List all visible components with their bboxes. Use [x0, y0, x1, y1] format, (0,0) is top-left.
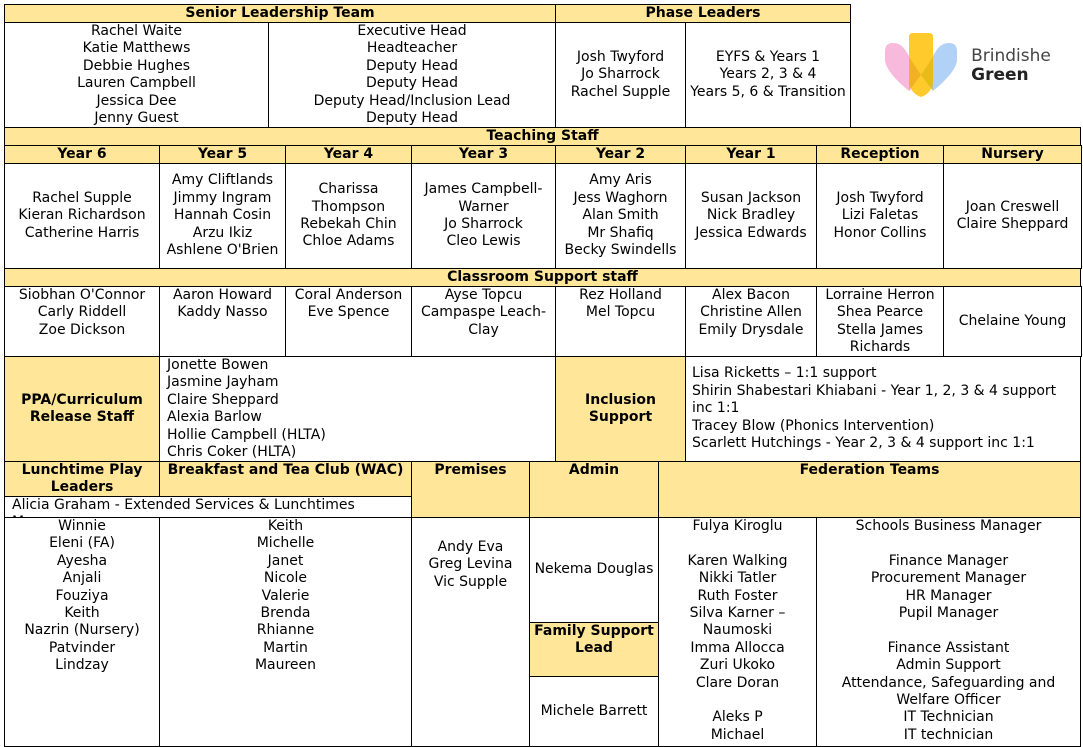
phase-roles-item: Years 5, 6 & Transition [690, 83, 846, 100]
teaching-staff-list-item: Jess Waghorn [573, 189, 668, 206]
teaching-staff-list-item: Hannah Cosin [173, 207, 272, 224]
family-name-list [530, 703, 658, 720]
federation-names-item: Karen Walking [687, 552, 788, 569]
federation-roles-item: Welfare Officer [896, 692, 1001, 709]
phase-roles-item: EYFS & Years 1 [715, 48, 821, 65]
teaching-staff-list-item: Charissa [318, 181, 379, 198]
year-header-4: Year 3 [411, 145, 556, 164]
year-header-3: Year 4 [285, 145, 412, 164]
ppa-name-list [167, 357, 555, 461]
lunch-header-lines [5, 462, 159, 497]
federation-roles-item: Schools Business Manager [855, 518, 1042, 534]
federation-names-item: Nikki Tatler [698, 570, 777, 587]
federation-roles-item: HR Manager [905, 587, 992, 604]
support-staff-list-item: Richards [849, 339, 911, 356]
federation-names-item: Ruth Foster [697, 587, 778, 604]
phase-roles-item: Years 2, 3 & 4 [719, 66, 817, 83]
breakfast-name-list [160, 518, 411, 675]
brindishe-logo-icon [879, 31, 963, 101]
year-header-6: Year 1 [685, 145, 817, 164]
support-staff-list-item: Stella James [836, 321, 924, 338]
federation-roles-item [817, 622, 1080, 639]
support-staff-list [412, 287, 555, 339]
inclusion-names-item: Lisa Ricketts – 1:1 support [692, 365, 877, 382]
slt-roles-item: Deputy Head [366, 57, 458, 74]
teaching-staff-list-item: Josh Twyford [836, 189, 924, 206]
support-staff-list [160, 287, 285, 322]
admin-header: Admin [529, 461, 659, 518]
phase-names-item: Rachel Supple [570, 83, 671, 100]
federation-names-item [659, 535, 816, 552]
lunch-header-lines-item: Leaders [50, 479, 114, 496]
family-header-lines-item: Lead [575, 640, 613, 657]
ppa-names-item: Chris Coker (HLTA) [167, 444, 297, 461]
logo-text [971, 47, 1051, 85]
premises-names [411, 517, 530, 747]
support-staff-list-item: Eve Spence [307, 304, 390, 321]
teaching-staff-list-item: Amy Aris [589, 172, 652, 189]
federation-roles-item [817, 535, 1080, 552]
support-staff-list-item: Carly Riddell [37, 304, 127, 321]
support-staff-list-item: Christine Allen [700, 304, 802, 321]
federation-roles-item: Admin Support [896, 657, 1001, 674]
year-header-1: Year 6 [4, 145, 160, 164]
slt-roles-item: Deputy Head/Inclusion Lead [313, 92, 511, 109]
support-staff-list-item: Shea Pearce [836, 304, 924, 321]
lunch-manager: Alicia Graham - Extended Services & Lunchtimes [4, 496, 412, 518]
teaching-staff-list-item: Kieran Richardson [18, 207, 146, 224]
teaching-staff-list-item: Arzu Ikiz [192, 224, 253, 241]
support-cell-7 [816, 286, 944, 357]
breakfast-names-item: Keith [267, 518, 304, 534]
federation-roles-item: Finance Manager [888, 552, 1009, 569]
federation-names-item: Zuri Ukoko [699, 657, 776, 674]
slt-roles [268, 22, 556, 128]
ppa-names-item: Claire Sheppard [167, 391, 279, 408]
federation-names-item: Aleks P [712, 709, 763, 726]
teaching-staff-list-item: Cleo Lewis [446, 233, 521, 250]
lunch-names-item: Patvinder [48, 639, 116, 656]
support-staff-list-item: Rez Holland [579, 287, 662, 303]
teaching-staff-list-item: Thompson [311, 198, 386, 215]
lunch-names [4, 517, 160, 747]
lunch-names-item: Anjali [62, 570, 102, 587]
inclusion-header-lines [556, 392, 685, 427]
slt-role-list [269, 23, 555, 127]
lunch-header [4, 461, 160, 497]
lunch-name-list [5, 518, 159, 675]
family-header [529, 622, 659, 677]
federation-roles [816, 517, 1081, 747]
teaching-cell-4 [411, 163, 556, 269]
support-staff-list-item: Coral Anderson [294, 287, 403, 303]
support-staff-list-item: Siobhan O'Connor [18, 287, 146, 303]
federation-header: Federation Teams [658, 461, 1081, 518]
support-staff-list [5, 287, 159, 339]
slt-names-item: Jenny Guest [94, 110, 179, 127]
lunch-names-item: Eleni (FA) [49, 535, 115, 552]
federation-name-list [659, 518, 816, 744]
support-staff-list [817, 287, 943, 357]
federation-roles-item: Pupil Manager [898, 605, 999, 622]
breakfast-names-item: Martin [263, 639, 308, 656]
inclusion-names-item: Tracey Blow (Phonics Intervention) [692, 417, 935, 434]
slt-header: Senior Leadership Team [4, 4, 556, 23]
teaching-staff-list-item: Catherine Harris [24, 224, 140, 241]
support-staff-list-item: Aaron Howard [172, 287, 272, 303]
teaching-cell-6 [685, 163, 817, 269]
phase-roles [685, 22, 851, 128]
teaching-staff-list-item: Mr Shafiq [587, 224, 654, 241]
teaching-cell-3 [285, 163, 412, 269]
federation-roles-item: Procurement Manager [870, 570, 1027, 587]
federation-names-item: Clare Doran [695, 674, 780, 691]
teaching-staff-list-item: Jimmy Ingram [173, 189, 272, 206]
inclusion-names-item: Shirin Shabestari Khiabani - Year 1, 2, 3 & 4 support inc 1:1 [692, 382, 1057, 417]
federation-names-item: Imma Allocca [690, 639, 785, 656]
phase-header: Phase Leaders [555, 4, 851, 23]
support-cell-5 [555, 286, 686, 357]
teaching-staff-list [686, 190, 816, 242]
teaching-staff-list-item: Nick Bradley [706, 207, 796, 224]
teaching-staff-list [160, 172, 285, 259]
federation-names-item: Naumoski [702, 622, 773, 639]
support-staff-list-item: Ayse Topcu [444, 287, 523, 303]
slt-roles-item: Executive Head [357, 23, 467, 39]
breakfast-names-item: Rhianne [256, 622, 315, 639]
admin-names-item: Nekema Douglas [534, 561, 654, 578]
phase-names-item: Josh Twyford [576, 48, 665, 65]
premises-names-item: Greg Levina [428, 556, 513, 573]
family-header-lines-item: Family Support [534, 623, 654, 639]
phase-names [555, 22, 686, 128]
federation-roles-item: Attendance, Safeguarding and [841, 674, 1056, 691]
support-staff-list-item: Campaspe Leach- [420, 304, 547, 321]
support-staff-list-item: Lorraine Herron [825, 287, 935, 303]
inclusion-names-item: Scarlett Hutchings - Year 2, 3 & 4 support inc 1:1 [692, 435, 1035, 452]
teaching-cell-5 [555, 163, 686, 269]
federation-roles-item: IT Technician [903, 709, 994, 726]
lunch-names-item: Nazrin (Nursery) [24, 622, 140, 639]
support-staff-list-item: Chelaine Young [958, 312, 1067, 329]
family-names [529, 676, 659, 747]
breakfast-names-item: Janet [267, 552, 304, 569]
premises-names-item: Vic Supple [433, 573, 508, 590]
slt-roles-item: Deputy Head [366, 110, 458, 127]
year-header-2: Year 5 [159, 145, 286, 164]
support-cell-8 [943, 286, 1082, 357]
inclusion-name-list [692, 365, 1080, 452]
support-staff-list-item: Kaddy Nasso [177, 304, 268, 321]
teaching-staff-list [556, 172, 685, 259]
teaching-cell-8 [943, 163, 1082, 269]
breakfast-names [159, 517, 412, 747]
slt-names [4, 22, 269, 128]
ppa-header [4, 356, 160, 462]
support-staff-list [556, 287, 685, 322]
federation-role-list [817, 518, 1080, 744]
ppa-names-item: Jasmine Jayham [167, 374, 279, 391]
teaching-staff-list [944, 199, 1081, 234]
federation-names-item [659, 692, 816, 709]
ppa-names [159, 356, 556, 462]
teaching-staff-list-item: Joan Creswell [965, 198, 1060, 215]
teaching-staff-list [817, 190, 943, 242]
federation-roles-item: Finance Assistant [887, 639, 1010, 656]
teaching-header: Teaching Staff [4, 127, 1081, 146]
federation-roles-item: IT technician [903, 726, 994, 743]
support-cell-1 [4, 286, 160, 357]
teaching-staff-list-item: Ashlene O'Brien [166, 242, 279, 259]
ppa-header-lines-item: PPA/Curriculum [21, 391, 143, 408]
breakfast-names-item: Michelle [256, 535, 315, 552]
ppa-header-lines-item: Release Staff [29, 409, 135, 425]
support-staff-list-item: Zoe Dickson [38, 321, 126, 338]
teaching-staff-list-item: Amy Cliftlands [171, 172, 274, 189]
slt-name-list [5, 23, 268, 127]
teaching-staff-list-item: James Campbell- [424, 181, 543, 198]
teaching-staff-list-item: Jo Sharrock [444, 216, 523, 232]
lunch-header-lines-item: Lunchtime Play [21, 462, 143, 478]
phase-name-list [556, 49, 685, 101]
breakfast-names-item: Valerie [261, 587, 310, 604]
teaching-staff-list-item: Becky Swindells [564, 242, 677, 259]
phase-names-item: Jo Sharrock [581, 66, 660, 83]
support-staff-list [944, 313, 1081, 330]
breakfast-header: Breakfast and Tea Club (WAC) [159, 461, 412, 497]
federation-names-item: Michael [710, 726, 765, 743]
federation-names [658, 517, 817, 747]
federation-names-item: Fulya Kiroglu [692, 518, 783, 534]
lunch-names-item: Winnie [58, 518, 106, 534]
premises-header: Premises [411, 461, 530, 518]
teaching-staff-list-item: Chloe Adams [302, 233, 395, 250]
ppa-names-item: Alexia Barlow [167, 409, 262, 426]
inclusion-names [685, 356, 1081, 462]
family-header-lines [530, 623, 658, 658]
slt-names-item: Rachel Waite [90, 23, 183, 39]
inclusion-header [555, 356, 686, 462]
ppa-names-item: Hollie Campbell (HLTA) [167, 426, 326, 443]
phase-role-list [686, 49, 850, 101]
school-logo [851, 4, 1079, 128]
teaching-staff-list-item: Alan Smith [582, 207, 659, 224]
teaching-staff-list [412, 181, 555, 251]
teaching-staff-list-item: Rachel Supple [32, 189, 132, 206]
teaching-cell-7 [816, 163, 944, 269]
logo-line-1: Brindishe [971, 46, 1051, 66]
premises-name-list [412, 539, 529, 591]
teaching-staff-list-item: Rebekah Chin [300, 216, 397, 232]
support-cell-3 [285, 286, 412, 357]
teaching-staff-list-item: Jessica Edwards [695, 224, 807, 241]
inclusion-header-lines-item: Support [588, 409, 653, 425]
breakfast-names-item: Brenda [260, 605, 311, 622]
teaching-staff-list [286, 181, 411, 251]
teaching-staff-list-item: Warner [458, 198, 509, 215]
breakfast-names-item: Maureen [254, 657, 317, 674]
federation-names-item: Silva Karner – [689, 605, 786, 622]
slt-roles-item: Deputy Head [366, 75, 458, 92]
slt-names-item: Katie Matthews [82, 40, 191, 57]
inclusion-header-lines-item: Inclusion [585, 391, 656, 408]
ppa-header-lines [5, 392, 159, 427]
family-names-item: Michele Barrett [540, 702, 648, 719]
support-staff-list [686, 287, 816, 339]
year-header-5: Year 2 [555, 145, 686, 164]
support-cell-6 [685, 286, 817, 357]
teaching-cell-1 [4, 163, 160, 269]
teaching-staff-list [5, 190, 159, 242]
support-staff-list-item: Emily Drysdale [698, 321, 804, 338]
breakfast-names-item: Nicole [263, 570, 308, 587]
slt-names-item: Jessica Dee [96, 92, 177, 109]
teaching-staff-list-item: Claire Sheppard [956, 216, 1069, 232]
admin-names [529, 517, 659, 623]
slt-roles-item: Headteacher [366, 40, 458, 57]
teaching-staff-list-item: Susan Jackson [700, 189, 802, 206]
ppa-names-item: Jonette Bowen [167, 357, 269, 373]
teaching-staff-list-item: Honor Collins [833, 224, 927, 241]
support-cell-4 [411, 286, 556, 357]
support-cell-2 [159, 286, 286, 357]
premises-names-item: Andy Eva [437, 539, 504, 555]
year-header-8: Nursery [943, 145, 1082, 164]
lunch-names-item: Fouziya [55, 587, 109, 604]
teaching-cell-2 [159, 163, 286, 269]
support-staff-list-item: Clay [468, 321, 499, 338]
logo-line-2: Green [971, 65, 1029, 85]
support-staff-list-item: Alex Bacon [712, 287, 790, 303]
slt-names-item: Lauren Campbell [77, 75, 196, 92]
lunch-names-item: Lindzay [55, 657, 109, 674]
support-staff-list-item: Mel Topcu [585, 304, 656, 321]
teaching-staff-list-item: Lizi Faletas [841, 207, 919, 224]
year-header-7: Reception [816, 145, 944, 164]
slt-names-item: Debbie Hughes [82, 57, 191, 74]
lunch-names-item: Keith [64, 605, 100, 622]
support-staff-list [286, 287, 411, 322]
admin-name-list [530, 561, 658, 578]
lunch-names-item: Ayesha [56, 552, 108, 569]
support-header: Classroom Support staff [4, 268, 1081, 287]
